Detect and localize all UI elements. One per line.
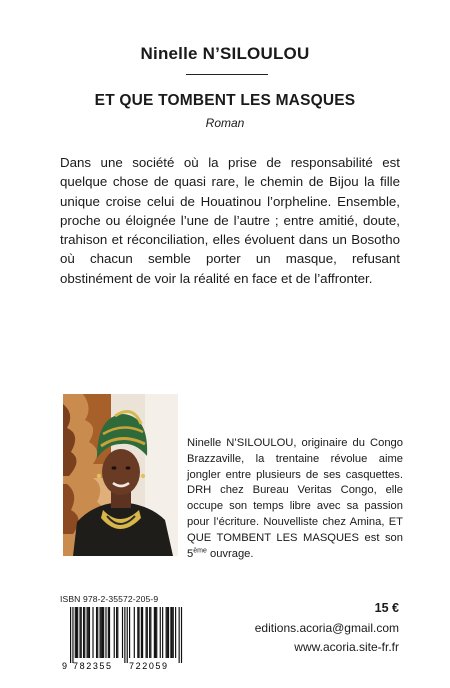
- barcode-digits-right: 722059: [129, 661, 169, 671]
- barcode-bar: [147, 607, 148, 658]
- barcode-bar: [137, 607, 138, 658]
- barcode-digits-left: 782355: [73, 661, 113, 671]
- barcode-bar: [97, 607, 98, 658]
- title-divider: [186, 74, 268, 75]
- barcode-bar: [138, 607, 139, 658]
- barcode-bar: [109, 607, 110, 658]
- barcode-bar: [173, 607, 174, 658]
- barcode-bar: [105, 607, 106, 658]
- barcode-bar: [75, 607, 76, 658]
- genre-label: Roman: [205, 116, 245, 130]
- publisher-email: editions.acoria@gmail.com: [254, 621, 399, 635]
- barcode-bar: [70, 607, 71, 663]
- barcode-bar: [101, 607, 102, 658]
- barcode-bar: [124, 607, 125, 663]
- bio-tail: ouvrage.: [206, 547, 254, 560]
- author-name: Ninelle N’SILOULOU: [140, 44, 310, 63]
- barcode-bar: [141, 607, 142, 658]
- barcode-bar: [117, 607, 118, 658]
- barcode-bar: [114, 607, 115, 658]
- barcode-bar: [79, 607, 80, 658]
- barcode-digit-lead: 9: [62, 661, 68, 671]
- barcode-bar: [166, 607, 167, 658]
- barcode-bar: [88, 607, 89, 658]
- barcode-bar: [154, 607, 155, 658]
- bio-superscript: ème: [193, 546, 207, 554]
- barcode-bar: [108, 607, 109, 658]
- barcode-bar: [116, 607, 117, 658]
- barcode-bar: [100, 607, 101, 658]
- synopsis-paragraph: Dans une société où la prise de responsabilité est quelque chose de quasi rare, le chemin de Bijou la fille unique croise celui de Houatinou l’orpheline. Ensemble, proche ou éloignée l’une de l’autre ; entre amitié, doute, trahison et réconciliation, elles évoluent dans un Bosotho où chacun semble porter un masque, refusant obstinément de voir la réalité en face et de l’affronter.: [60, 155, 400, 286]
- barcode-bar: [160, 607, 161, 658]
- barcode-bar: [155, 607, 156, 658]
- barcode-bar: [170, 607, 171, 658]
- barcode-bar: [134, 607, 135, 658]
- barcode-block: [60, 594, 190, 675]
- barcode-bar: [168, 607, 169, 658]
- ean13-barcode: [60, 607, 188, 671]
- barcode-bar: [83, 607, 84, 658]
- barcode-bar: [96, 607, 97, 658]
- barcode-bar: [127, 607, 128, 663]
- isbn-label: ISBN 978-2-35572-205-9: [60, 594, 159, 604]
- barcode-bar: [179, 607, 180, 663]
- barcode-bar: [103, 607, 104, 658]
- barcode-bar: [87, 607, 88, 658]
- barcode-bar: [129, 607, 130, 658]
- book-title: ET QUE TOMBENT LES MASQUES: [94, 92, 356, 109]
- barcode-bar: [102, 607, 103, 658]
- bio-text: Ninelle N’SILOULOU, originaire du Congo Brazzaville, la trentaine révolue aime jongler entre plusieurs de ses casquettes. DRH chez Bureau Veritas Congo, elle occupe son temps libre avec sa passion pour l’écriture. Nouvelliste chez Amina, ET QUE TOMBENT LES MASQUES est son 5: [187, 437, 403, 560]
- barcode-bar: [167, 607, 168, 658]
- barcode-bar: [122, 607, 123, 658]
- barcode-bar: [81, 607, 82, 658]
- barcode-bar: [181, 607, 182, 663]
- barcode-bar: [156, 607, 157, 658]
- author-bio: [187, 436, 403, 562]
- barcode-bar: [92, 607, 93, 658]
- barcode-bar: [142, 607, 143, 658]
- barcode-bar: [146, 607, 147, 658]
- barcode-bar: [149, 607, 150, 658]
- barcode-bar: [84, 607, 85, 658]
- barcode-bar: [171, 607, 172, 658]
- barcode-bar: [150, 607, 151, 658]
- price: 15 €: [374, 601, 399, 615]
- barcode-bar: [89, 607, 90, 658]
- barcode-bar: [175, 607, 176, 658]
- barcode-bar: [77, 607, 78, 658]
- author-portrait-photo: [63, 394, 178, 556]
- barcode-bars: [70, 607, 182, 663]
- barcode-bar: [162, 607, 163, 658]
- barcode-bar: [72, 607, 73, 663]
- publisher-website: www.acoria.site-fr.fr: [294, 640, 399, 654]
- portrait-illustration: [63, 394, 178, 556]
- barcode-bar: [76, 607, 77, 658]
